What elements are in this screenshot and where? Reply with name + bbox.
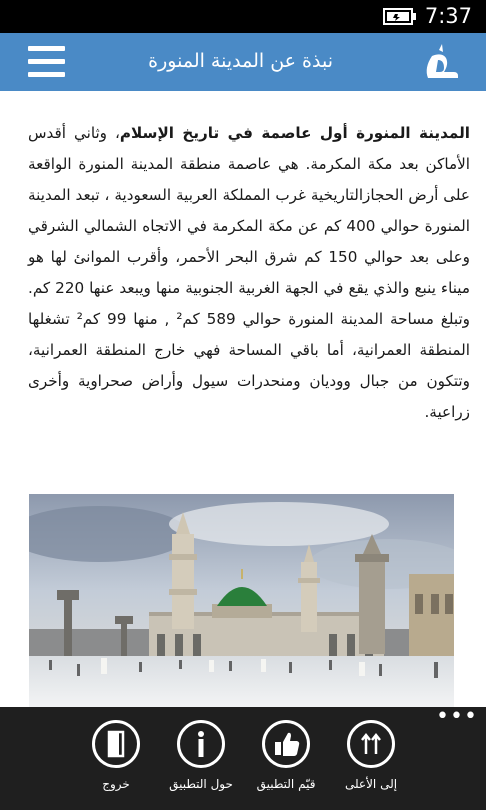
scroll-top-icon: [347, 720, 395, 768]
battery-charging-icon: [383, 8, 417, 25]
status-bar: [0, 0, 486, 33]
exit-label: خروج: [102, 777, 130, 791]
prophets-mosque-illustration: [29, 494, 454, 710]
status-time: 7:37: [424, 4, 472, 28]
mosque-photo: [29, 494, 454, 710]
rate-app-button[interactable]: [244, 720, 328, 791]
article-text: [28, 118, 470, 428]
menu-hamburger-icon[interactable]: [28, 46, 65, 78]
app-header: [0, 33, 486, 91]
page-title: نبذة عن المدينة المنورة: [148, 50, 333, 72]
thumbs-up-icon: [262, 720, 310, 768]
scroll-top-label: إلى الأعلى: [344, 777, 398, 791]
info-icon: [177, 720, 225, 768]
more-options-button[interactable]: •••: [436, 704, 478, 729]
app-logo-icon: [424, 42, 460, 84]
about-app-button[interactable]: [159, 720, 243, 791]
exit-door-icon: [92, 720, 140, 768]
exit-button[interactable]: [74, 720, 158, 791]
article-body: ، وثاني أقدس الأماكن بعد مكة المكرمة. هي عاصمة منطقة المدينة المنورة الواقعة على أرض الحجازالتاريخية غرب المملكة العربية السعودية ، تبعد المدينة المنورة حوالي 400 كم عن مكة المكرمة في الاتجاه الشمالي الشرقي وعلى بعد حوالي 150 كم شرق البحر الأحمر، وأقرب الموانئ لها هو ميناء ينبع والذي يقع في الجهة الغربية الجنوبية منها ويبعد عنها 220 كم. وتبلغ مساحة المدينة المنورة حوالي 589 كم² , منها 99 كم² تشغلها المنطقة العمرانية، أما باقي المساحة فهي خارج المنطقة العمرانية، وتتكون من جبال ووديان ومنحدرات سيول وأراض صحراوية وأخرى زراعية.: [28, 124, 471, 421]
bottom-app-bar: [0, 704, 486, 810]
rate-app-label: قيّم التطبيق: [256, 777, 316, 791]
about-app-label: حول التطبيق: [169, 777, 233, 791]
article-lead: المدينة المنورة أول عاصمة في تاريخ الإسلام: [119, 124, 471, 142]
scroll-top-button[interactable]: [329, 720, 413, 791]
